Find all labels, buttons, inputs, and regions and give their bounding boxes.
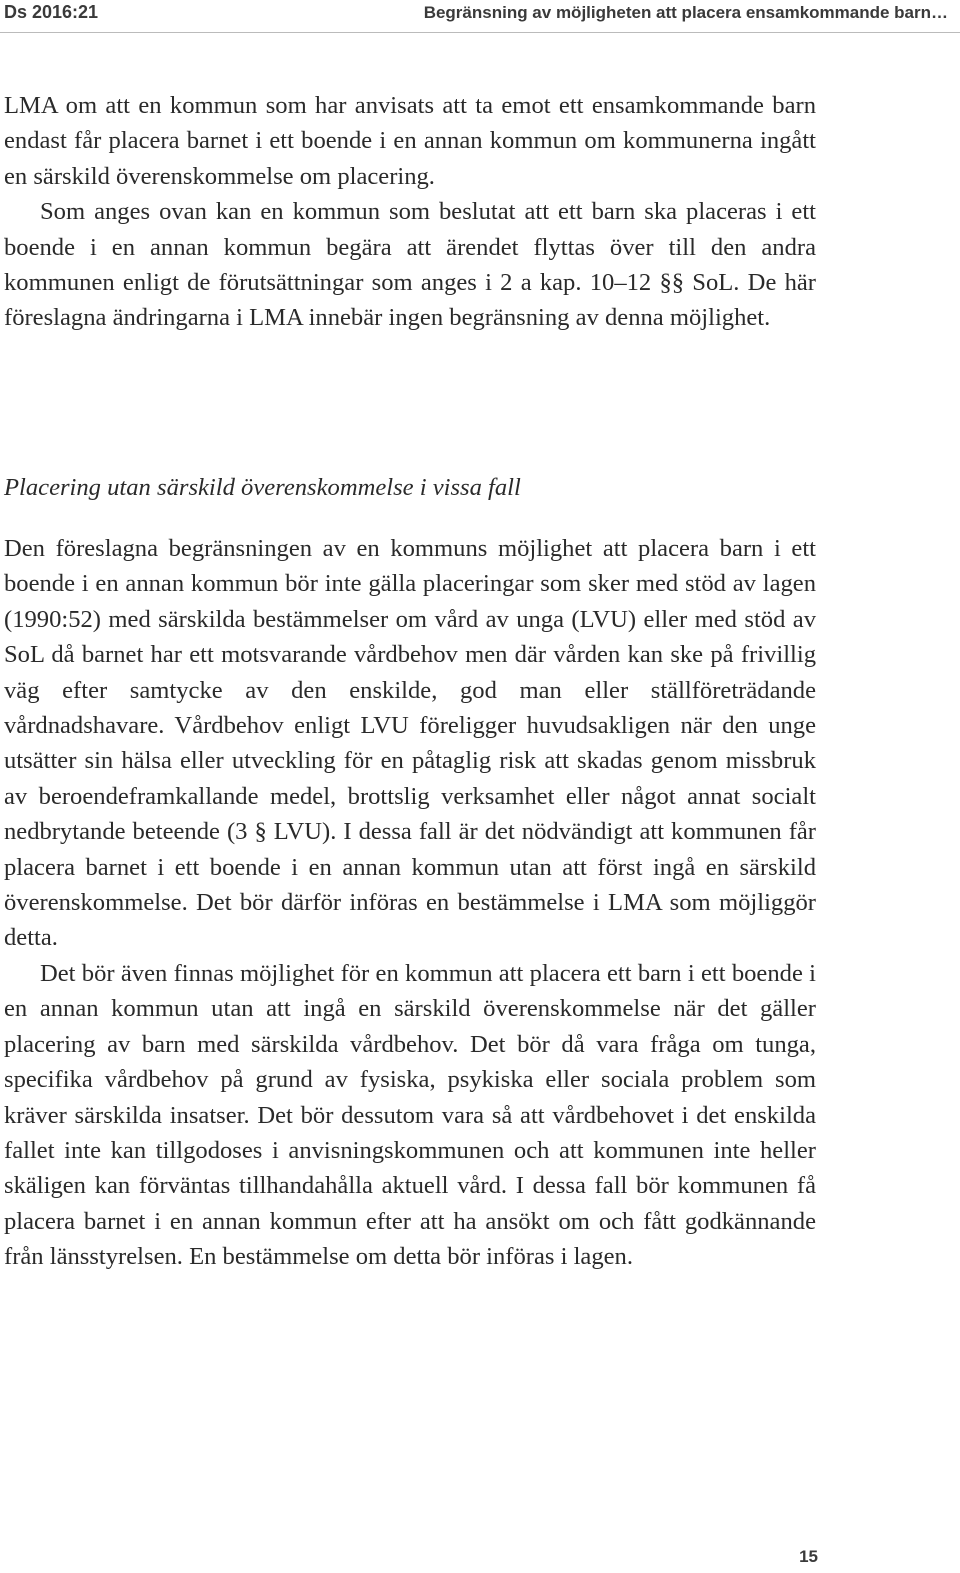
document-number: Ds 2016:21 [4,2,99,22]
paragraph: Den föreslagna begränsningen av en kommuns möjlighet att placera barn i ett boende i en annan kommun bör inte gälla placeringar som sker med stöd av lagen (1990:52) med särskilda bestämmelser om vård av unga (LVU) eller med stöd av SoL då barnet har ett motsvarande vårdbehov men där vården kan ske på frivillig väg efter samtycke av den enskilde, god man eller ställföreträdande vårdnadshavare. Vårdbehov enligt LVU föreligger huvudsakligen när den unge utsätter sin hälsa eller utveckling för en påtaglig risk att skadas genom missbruk av beroendeframkallande medel, brottslig verksamhet eller något annat socialt nedbrytande beteende (3 § LVU). I dessa fall är det nödvändigt att kommunen får placera barnet i ett boende i en annan kommun utan att först ingå en särskild överenskommelse. Det bör därför införas en bestämmelse i LMA som möjliggör detta. [4,535,816,952]
section-1-body [4,88,816,336]
section-2-body [4,531,816,1275]
page-header [0,0,960,30]
header-divider [0,32,960,33]
page-number: 15 [799,1547,818,1566]
section-heading: Placering utan särskild överenskommelse i vissa fall [4,474,521,501]
running-title: Begränsning av möjligheten att placera ensamkommande barn… [423,3,948,22]
paragraph: LMA om att en kommun som har anvisats att ta emot ett ensamkommande barn endast får placera barnet i ett boende i en annan kommun om kommunerna ingått en särskild överenskommelse om placering. [4,92,816,190]
paragraph: Det bör även finnas möjlighet för en kommun att placera ett barn i ett boende i en annan kommun utan att ingå en särskild överenskommelse när det gäller placering av barn med särskilda vårdbehov. Det bör då vara fråga om tunga, specifika vårdbehov på grund av fysiska, psykiska eller sociala problem som kräver särskilda insatser. Det bör dessutom vara så att vårdbehovet i det enskilda fallet inte kan tillgodoses i anvisningskommunen och att kommunen inte heller skäligen kan förväntas tillhandahålla aktuell vård. I dessa fall bör kommunen få placera barnet i en annan kommun efter att ha ansökt om och fått godkännande från länsstyrelsen. En bestämmelse om detta bör införas i lagen. [4,959,816,1271]
paragraph: Som anges ovan kan en kommun som beslutat att ett barn ska placeras i ett boende i en annan kommun begära att ärendet flyttas över till den andra kommunen enligt de förutsättningar som anges i 2 a kap. 10–12 §§ SoL. De här föreslagna ändringarna i LMA innebär ingen begränsning av denna möjlighet. [4,198,816,332]
